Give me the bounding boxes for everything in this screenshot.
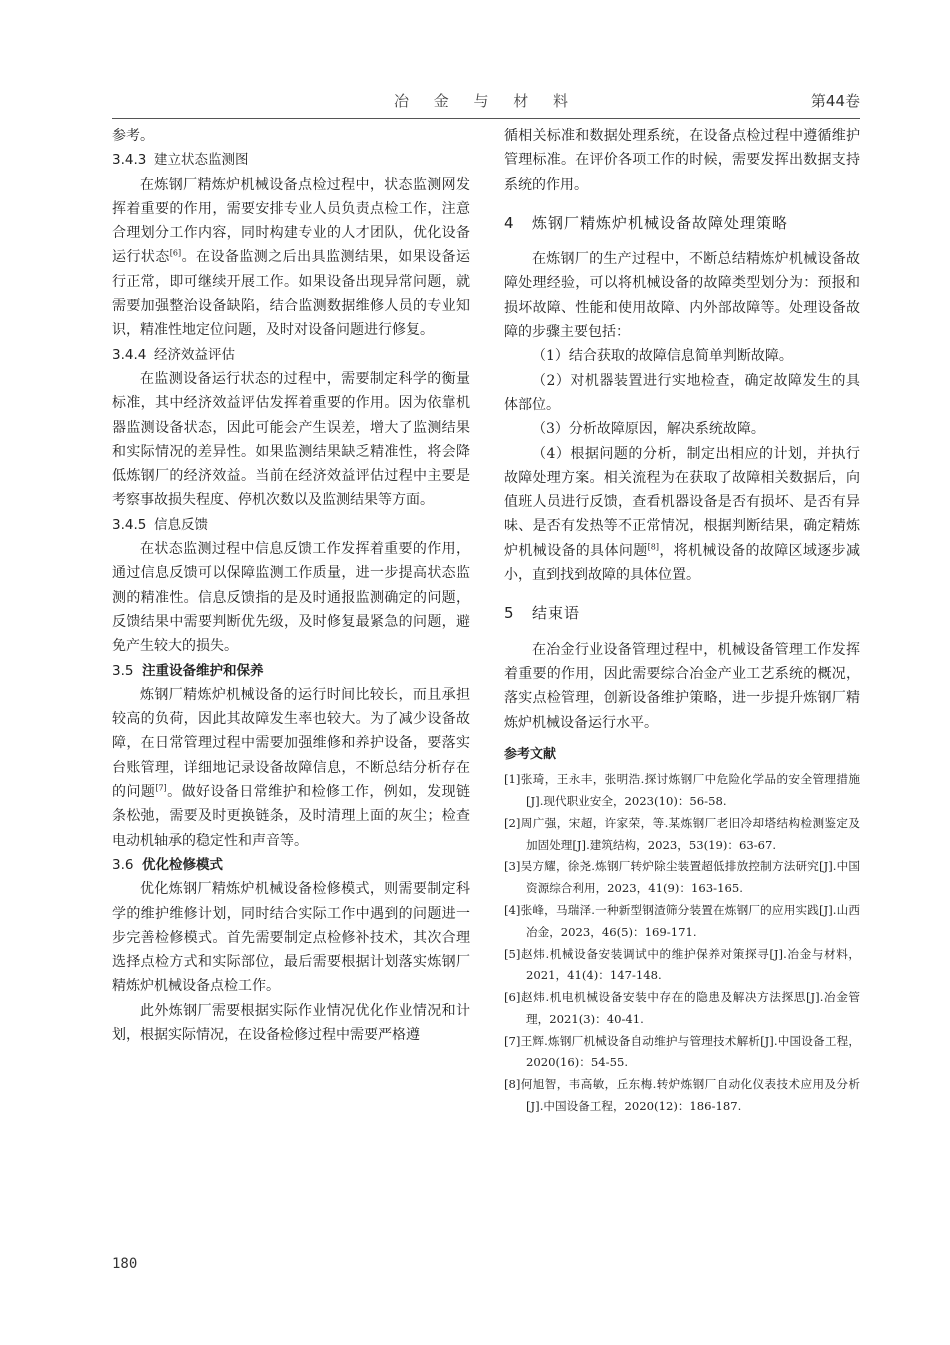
section-heading-5 [504, 601, 860, 625]
section-title: 炼钢厂精炼炉机械设备故障处理策略 [532, 213, 789, 232]
section-number: 4 [504, 213, 515, 232]
section-number: 5 [504, 604, 515, 623]
paragraph: 在炼钢厂的生产过程中，不断总结精炼炉机械设备故障处理经验，可以将机械设备的故障类型划分为：预报和损坏故障、性能和使用故障、内外部故障等。处理设备故障的步骤主要包括： [504, 251, 860, 341]
paragraph: 循相关标准和数据处理系统，在设备点检过程中遵循维护管理标准。在评价各项工作的时候，需要发挥出数据支持系统的作用。 [504, 128, 860, 193]
section-title: 经济效益评估 [154, 346, 235, 363]
section-title: 信息反馈 [154, 516, 208, 533]
paragraph: 参考。 [112, 128, 154, 144]
reference-item: [5]赵炜.机械设备安装调试中的维护保养对策探寻[J].冶金与材料，2021，41(4)：147-148. [504, 946, 860, 983]
section-title: 结束语 [532, 604, 581, 623]
page-number: 180 [112, 1256, 138, 1272]
section-title: 注重设备维护和保养 [142, 662, 264, 679]
citation: [7] [155, 783, 167, 793]
page-header [112, 90, 860, 116]
section-heading-3-5 [112, 659, 470, 683]
list-item: （4）根据问题的分析，制定出相应的计划，并执行故障处理方案。相关流程为在获取了故障相关数据后，向值班人员进行反馈，查看机器设备是否有损坏、是否有异味、是否有发热等不正常情况，根据判断结果，确定精炼炉机械设备的具体问题[8]，将机械设备的故障区域逐步减小，直到找到故障的具体位置。 [504, 445, 861, 584]
section-heading-3-4-3 [112, 148, 470, 172]
reference-item: [3]吴方耀，徐尧.炼钢厂转炉除尘装置超低排放控制方法研究[J].中国资源综合利用，2023，41(9)：163-165. [504, 859, 860, 896]
paragraph: 在炼钢厂精炼炉机械设备点检过程中，状态监测网发挥着重要的作用，需要安排专业人员负责点检工作，注意合理划分工作内容，同时构建专业的人才团队，优化设备运行状态[6]。在设备监测之后出具监测结果，如果设备运行正常，即可继续开展工作。如果设备出现异常问题，就需要加强整治设备缺陷，结合监测数据维修人员的专业知识，精准性地定位问题，及时对设备问题进行修复。 [112, 176, 471, 339]
citation: [6] [169, 248, 182, 258]
paragraph: 在状态监测过程中信息反馈工作发挥着重要的作用，通过信息反馈可以保障监测工作质量，进一步提高状态监测的精准性。信息反馈指的是及时通报监测确定的问题，反馈结果中需要判断优先级，及时修复最紧急的问题，避免产生较大的损失。 [112, 541, 470, 655]
header-rule [112, 118, 860, 119]
reference-list [504, 769, 860, 1118]
reference-item: [8]何旭智，韦高敏，丘东梅.转炉炼钢厂自动化仪表技术应用及分析[J].中国设备工程，2020(12)：186-187. [504, 1077, 860, 1114]
section-number: 3.5 [112, 662, 134, 679]
paragraph: 此外炼钢厂需要根据实际作业情况优化作业情况和计划，根据实际情况，在设备检修过程中需要严格遵 [112, 1002, 470, 1043]
section-number: 3.4.5 [112, 516, 147, 533]
list-item: （1）结合获取的故障信息简单判断故障。 [532, 348, 793, 365]
reference-item: [6]赵炜.机电机械设备安装中存在的隐患及解决方法探思[J].冶金管理，2021(3)：40-41. [504, 990, 860, 1026]
reference-item: [7]王辉.炼钢厂机械设备自动维护与管理技术解析[J].中国设备工程，2020(16)：54-55. [504, 1033, 860, 1070]
section-number: 3.4.4 [112, 346, 147, 363]
references-title: 参考文献 [504, 746, 557, 762]
section-heading-3-4-4 [112, 343, 470, 367]
reference-item: [2]周广强，宋超，许家荣，等.某炼钢厂老旧冷却塔结构检测鉴定及加固处理[J].建筑结构，2023，53(19)：63-67. [504, 815, 860, 852]
list-item: （2）对机器装置进行实地检查，确定故障发生的具体部位。 [504, 372, 860, 413]
section-title: 优化检修模式 [142, 856, 223, 873]
section-number: 3.6 [112, 856, 134, 873]
reference-item: [1]张琦，王永丰，张明浩.探讨炼钢厂中危险化学品的安全管理措施[J].现代职业安全，2023(10)：56-58. [504, 772, 860, 808]
section-number: 3.4.3 [112, 152, 147, 169]
paragraph: 优化炼钢厂精炼炉机械设备检修模式，则需要制定科学的维护维修计划，同时结合实际工作中遇到的问题进一步完善检修模式。首先需要制定点检修补技术，其次合理选择点检方式和实际部位，最后需要根据计划落实炼钢厂精炼炉机械设备点检工作。 [112, 881, 470, 995]
section-heading-4 [504, 211, 860, 235]
right-column [504, 124, 860, 1118]
paragraph: 炼钢厂精炼炉机械设备的运行时间比较长，而且承担较高的负荷，因此其故障发生率也较大。为了减少设备故障，在日常管理过程中需要加强维修和养护设备，要落实台账管理，详细地记录设备故障信息，不断总结分析存在的问题[7]。做好设备日常维护和检修工作，例如，发现链条松弛，需要及时更换链条，及时清理上面的灰尘；检查电动机轴承的稳定性和声音等。 [112, 686, 471, 849]
section-title: 建立状态监测图 [154, 152, 249, 169]
reference-item: [4]张峰，马瑞泽.一种新型钢渣筛分装置在炼钢厂的应用实践[J].山西冶金，2023，46(5)：169-171. [504, 902, 860, 939]
journal-title: 冶 金 与 材 料 [393, 92, 579, 110]
list-item: （3）分析故障原因，解决系统故障。 [532, 421, 765, 438]
section-heading-3-4-5 [112, 513, 470, 537]
paragraph: 在监测设备运行状态的过程中，需要制定科学的衡量标准，其中经济效益评估发挥着重要的作用。因为依靠机器监测设备状态，因此可能会产生误差，增大了监测结果和实际情况的差异性。如果监测结果缺乏精准性，将会降低炼钢厂的经济效益。当前在经济效益评估过程中主要是考察事故损失程度、停机次数以及监测结果等方面。 [112, 370, 470, 509]
volume-label: 第44卷 [810, 92, 860, 110]
paragraph: 在冶金行业设备管理过程中，机械设备管理工作发挥着重要的作用，因此需要综合冶金产业工艺系统的概况，落实点检管理，创新设备维护策略，进一步提升炼钢厂精炼炉机械设备运行水平。 [504, 641, 860, 731]
citation: [8] [647, 542, 659, 552]
left-column [112, 124, 470, 1047]
section-heading-3-6 [112, 853, 470, 877]
